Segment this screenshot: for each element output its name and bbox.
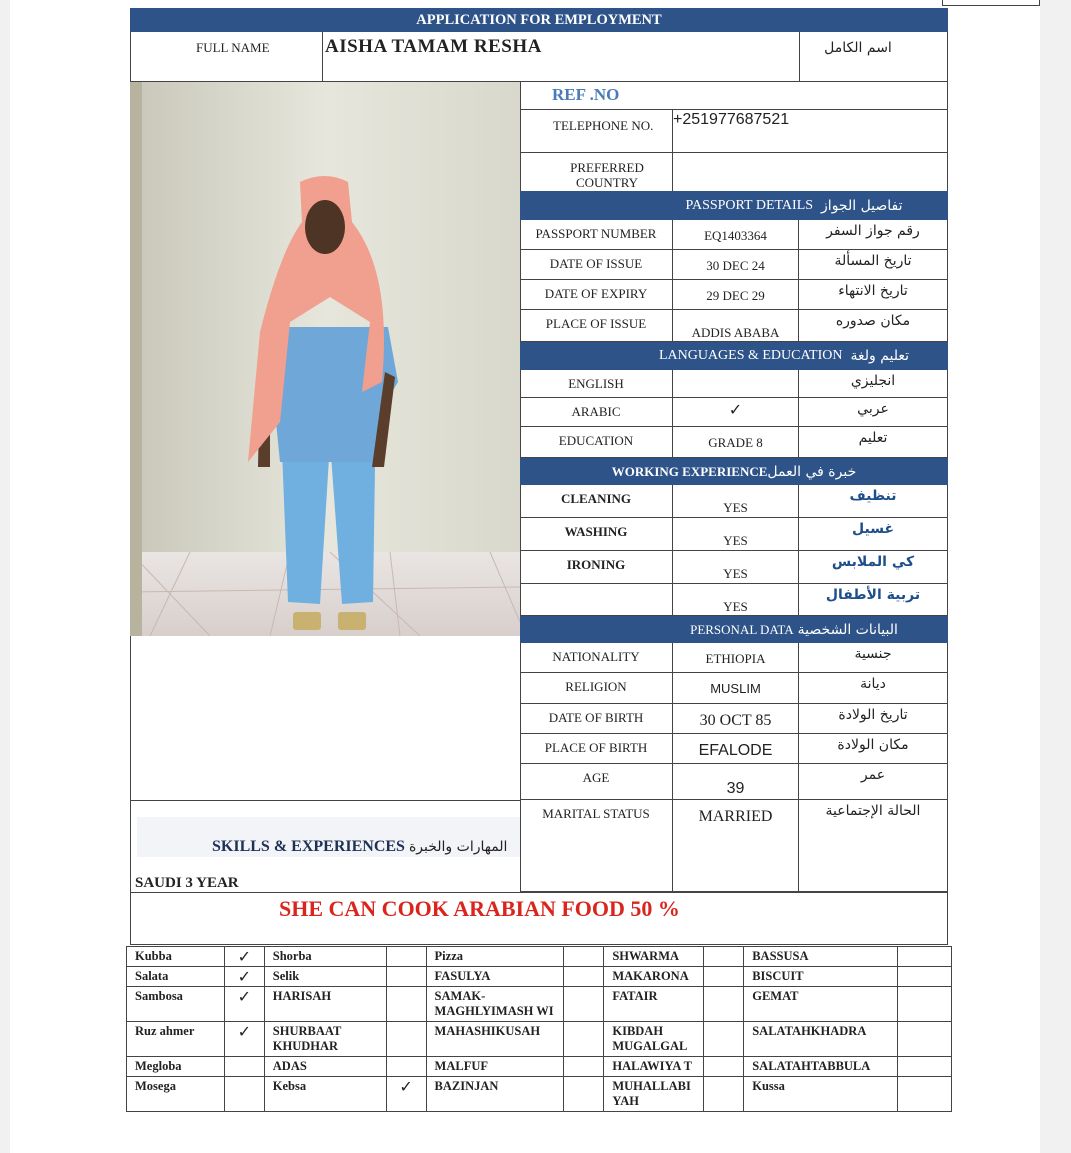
personal-label-ar: جنسية (854, 646, 892, 662)
food-name: SAMAK-MAGHLYIMASH WI (426, 987, 564, 1022)
food-row (127, 967, 952, 987)
divider (798, 370, 799, 398)
food-check (386, 1057, 426, 1077)
food-check (224, 1057, 264, 1077)
languages-header: LANGUAGES & EDUCATION تعليم ولغة (520, 342, 948, 370)
food-check (898, 1077, 952, 1112)
languages-row (520, 398, 948, 427)
passport-label: DATE OF EXPIRY (544, 286, 648, 301)
food-check (386, 1022, 426, 1057)
languages-label-ar: انجليزي (850, 373, 896, 389)
passport-row (520, 220, 948, 250)
food-name: Sambosa (127, 987, 225, 1022)
personal-value: 39 (726, 780, 745, 797)
food-name: MUHALLABI YAH (604, 1077, 704, 1112)
food-check (386, 987, 426, 1022)
working-label: CLEANING (560, 491, 632, 506)
food-check (898, 987, 952, 1022)
food-check (704, 967, 744, 987)
food-check (564, 947, 604, 967)
personal-row (520, 704, 948, 734)
personal-label: AGE (582, 770, 610, 785)
passport-row (520, 250, 948, 280)
food-row (127, 947, 952, 967)
working-row (520, 518, 948, 551)
food-check (704, 947, 744, 967)
applicant-photo (130, 82, 521, 636)
food-check (704, 987, 744, 1022)
food-row (127, 1057, 952, 1077)
food-table (126, 946, 952, 1112)
working-label: IRONING (566, 557, 626, 572)
corner-box (942, 0, 1040, 6)
divider (798, 280, 799, 310)
food-row (127, 1022, 952, 1057)
personal-value: EFALODE (698, 742, 773, 759)
skills-header: SKILLS & EXPERIENCES المهارات والخبرة (212, 838, 508, 855)
personal-label-ar: مكان الولادة (837, 737, 909, 753)
working-value: YES (723, 566, 748, 581)
divider (798, 220, 799, 250)
telephone-value: +251977687521 (673, 111, 790, 128)
divider (798, 310, 799, 342)
food-name: Mosega (127, 1077, 225, 1112)
personal-data-header: PERSONAL DATA البيانات الشخصية (520, 616, 948, 643)
food-check (564, 967, 604, 987)
personal-row (520, 764, 948, 800)
passport-label: PLACE OF ISSUE (545, 316, 647, 331)
food-name: BISCUIT (744, 967, 898, 987)
languages-value: ✓ (728, 400, 743, 419)
passport-label-ar: تاريخ المسألة (834, 253, 912, 269)
divider (798, 734, 799, 764)
divider (798, 800, 799, 892)
passport-label-ar: مكان صدوره (835, 313, 911, 329)
application-form (10, 0, 1040, 1153)
languages-label-ar: تعليم (858, 430, 888, 446)
personal-row (520, 800, 948, 892)
food-name: Megloba (127, 1057, 225, 1077)
food-name: Ruz ahmer (127, 1022, 225, 1057)
food-check (704, 1022, 744, 1057)
food-name: BASSUSA (744, 947, 898, 967)
passport-label: DATE OF ISSUE (549, 256, 643, 271)
divider (672, 370, 673, 398)
skills-experience: SAUDI 3 YEAR (135, 875, 239, 891)
food-name: ADAS (264, 1057, 386, 1077)
passport-value: 29 DEC 29 (706, 288, 765, 303)
passport-value: EQ1403364 (704, 228, 767, 243)
divider (798, 485, 799, 518)
food-check: ✓ (224, 947, 264, 967)
food-name: FATAIR (604, 987, 704, 1022)
languages-row (520, 370, 948, 398)
working-value: YES (723, 599, 748, 614)
divider (798, 518, 799, 551)
food-check (898, 1022, 952, 1057)
food-check (224, 1077, 264, 1112)
food-name: Salata (127, 967, 225, 987)
working-label-ar: كي الملابس (831, 554, 915, 570)
food-check: ✓ (386, 1077, 426, 1112)
divider (798, 250, 799, 280)
full-name-row (130, 32, 948, 82)
food-name: Pizza (426, 947, 564, 967)
passport-value: ADDIS ABABA (691, 325, 780, 340)
personal-row (520, 643, 948, 673)
food-check: ✓ (224, 1022, 264, 1057)
food-name: MAHASHIKUSAH (426, 1022, 564, 1057)
working-row (520, 485, 948, 518)
food-name: HALAWIYA T (604, 1057, 704, 1077)
food-name: Kubba (127, 947, 225, 967)
food-row (127, 987, 952, 1022)
personal-label-ar: عمر (860, 767, 886, 783)
personal-label: NATIONALITY (552, 649, 640, 664)
passport-label-ar: تاريخ الانتهاء (838, 283, 908, 299)
food-check (898, 1057, 952, 1077)
languages-value: GRADE 8 (708, 435, 763, 450)
food-name: KIBDAH MUGALGAL (604, 1022, 704, 1057)
food-check (704, 1057, 744, 1077)
divider (798, 427, 799, 458)
food-name: Shorba (264, 947, 386, 967)
food-check (704, 1077, 744, 1112)
personal-label-ar: الحالة الإجتماعية (825, 803, 921, 819)
divider (798, 673, 799, 704)
personal-row (520, 673, 948, 704)
telephone-label: TELEPHONE NO. (553, 118, 654, 133)
food-name: GEMAT (744, 987, 898, 1022)
food-name: MAKARONA (604, 967, 704, 987)
working-value: YES (723, 500, 748, 515)
personal-value: MUSLIM (710, 681, 761, 696)
personal-row (520, 734, 948, 764)
working-row (520, 551, 948, 584)
preferred-country-label: PREFERRED COUNTRY (570, 160, 644, 190)
passport-value: 30 DEC 24 (706, 258, 765, 273)
food-check (898, 967, 952, 987)
food-name: MALFUF (426, 1057, 564, 1077)
food-name: SALATAHTABBULA (744, 1057, 898, 1077)
food-name: BAZINJAN (426, 1077, 564, 1112)
personal-label-ar: ديانة (860, 676, 886, 692)
food-check (564, 987, 604, 1022)
personal-label: MARITAL STATUS (542, 806, 650, 821)
personal-label: RELIGION (565, 679, 627, 694)
passport-label-ar: رقم جواز السفر (826, 223, 920, 239)
food-name: SALATAHKHADRA (744, 1022, 898, 1057)
food-check: ✓ (224, 987, 264, 1022)
languages-label-ar: عربي (857, 401, 889, 417)
food-row (127, 1077, 952, 1112)
full-name-label: FULL NAME (196, 40, 270, 55)
passport-label: PASSPORT NUMBER (535, 226, 657, 241)
ref-no-label: REF .NO (552, 85, 620, 104)
languages-label: ENGLISH (568, 376, 624, 391)
food-name: Kussa (744, 1077, 898, 1112)
divider (798, 584, 799, 616)
food-check: ✓ (224, 967, 264, 987)
page-title: APPLICATION FOR EMPLOYMENT (130, 8, 948, 32)
working-row (520, 584, 948, 616)
food-check (386, 967, 426, 987)
personal-value: ETHIOPIA (705, 651, 766, 666)
food-name: FASULYA (426, 967, 564, 987)
full-name-value: AISHA TAMAM RESHA (325, 36, 542, 57)
divider (798, 704, 799, 734)
languages-row (520, 427, 948, 458)
food-check (564, 1077, 604, 1112)
food-name: HARISAH (264, 987, 386, 1022)
passport-details-header: PASSPORT DETAILS تفاصيل الجواز (520, 191, 948, 220)
divider (798, 551, 799, 584)
working-label-ar: تربية الأطفال (825, 587, 921, 603)
working-label-ar: غسيل (851, 521, 895, 537)
passport-row (520, 310, 948, 342)
personal-label-ar: تاريخ الولادة (838, 707, 908, 723)
food-check (564, 1022, 604, 1057)
cook-banner: SHE CAN COOK ARABIAN FOOD 50 % (279, 896, 680, 921)
languages-label: ARABIC (571, 404, 621, 419)
working-label: WASHING (564, 524, 628, 539)
divider (798, 398, 799, 427)
working-experience-header: WORKING EXPERIENCE خبرة في العمل (520, 458, 948, 485)
personal-label: PLACE OF BIRTH (544, 740, 648, 755)
food-check (386, 947, 426, 967)
food-check (898, 947, 952, 967)
food-check (564, 1057, 604, 1077)
personal-label: DATE OF BIRTH (548, 710, 644, 725)
food-name: Kebsa (264, 1077, 386, 1112)
working-value: YES (723, 533, 748, 548)
divider (798, 764, 799, 800)
food-name: Selik (264, 967, 386, 987)
working-label-ar: تنظيف (849, 488, 897, 504)
divider (798, 643, 799, 673)
personal-value: MARRIED (698, 808, 773, 825)
food-name: SHURBAAT KHUDHAR (264, 1022, 386, 1057)
passport-row (520, 280, 948, 310)
personal-value: 30 OCT 85 (699, 712, 772, 729)
full-name-label-ar: اسم الكامل (824, 40, 892, 56)
languages-label: EDUCATION (558, 433, 634, 448)
food-name: SHWARMA (604, 947, 704, 967)
